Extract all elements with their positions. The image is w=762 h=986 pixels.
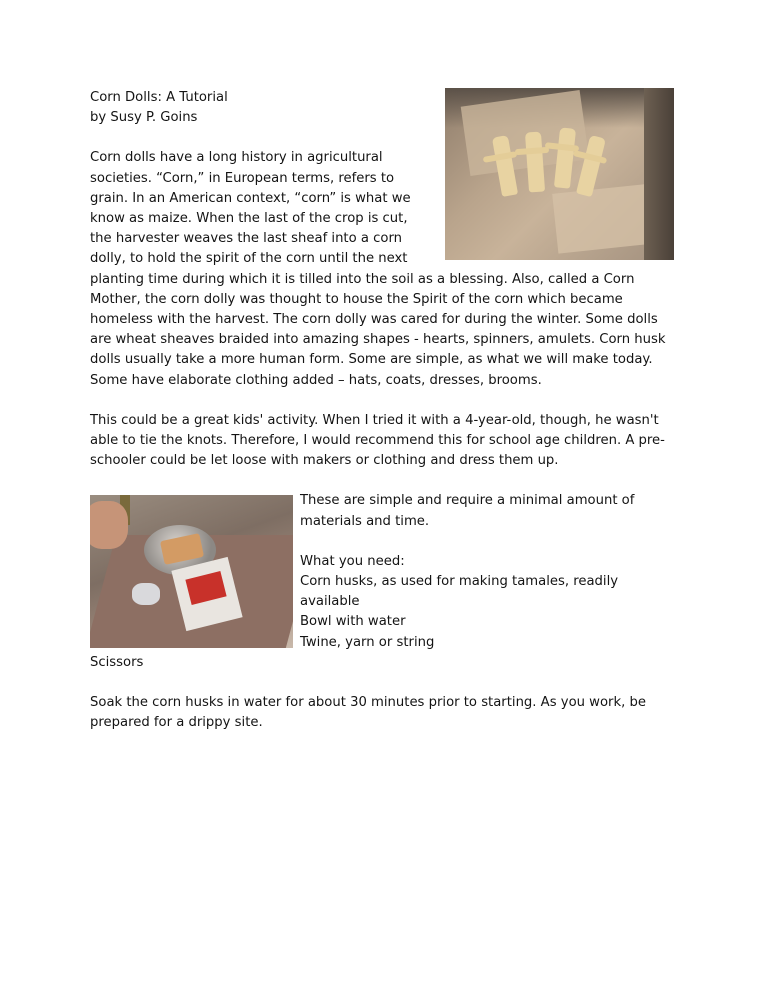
- materials-item: Bowl with water: [300, 614, 406, 630]
- document-page: [90, 88, 674, 733]
- intro-paragraph: Corn dolls have a long history in agricultural societies. “Corn,” in European terms, refers to grain. In an American context, “corn” is what we know as maize. When the last of the crop is cut, the harvester weaves the last sheaf into a corn dolly, to hold the spirit of the corn until the next planting time during which it is tilled into the soil as a blessing. Also, called a Corn Mother, the corn dolly was thought to house the Spirit of the corn which became homeless with the harvest. The corn dolly was cared for during the winter. Some dolls are wheat sheaves braided into amazing shapes - hearts, spinners, amulets. Corn husk dolls usually take a more human form. Some are simple, as what we will make today. Some have elaborate clothing added – hats, coats, dresses, brooms.: [90, 150, 666, 388]
- soak-paragraph: Soak the corn husks in water for about 30 minutes prior to starting. As you work, be prepared for a drippy site.: [90, 695, 646, 731]
- materials-heading: What you need:: [300, 553, 405, 569]
- materials-photo: [90, 495, 293, 648]
- document-title: Corn Dolls: A Tutorial: [90, 90, 228, 105]
- materials-item: Scissors: [90, 654, 144, 670]
- materials-item: Corn husks, as used for making tamales, readily available: [300, 574, 619, 610]
- byline: by Susy P. Goins: [90, 110, 198, 126]
- materials-item: Twine, yarn or string: [300, 634, 435, 650]
- corn-dolls-photo: [445, 88, 674, 260]
- kids-paragraph: This could be a great kids' activity. When I tried it with a 4-year-old, though, he wasn't able to tie the knots. Therefore, I would recommend this for school age children. A pre-schooler could be let loose with makers or clothing and dress them up.: [90, 412, 665, 469]
- simple-note: These are simple and require a minimal amount of materials and time.: [300, 493, 635, 529]
